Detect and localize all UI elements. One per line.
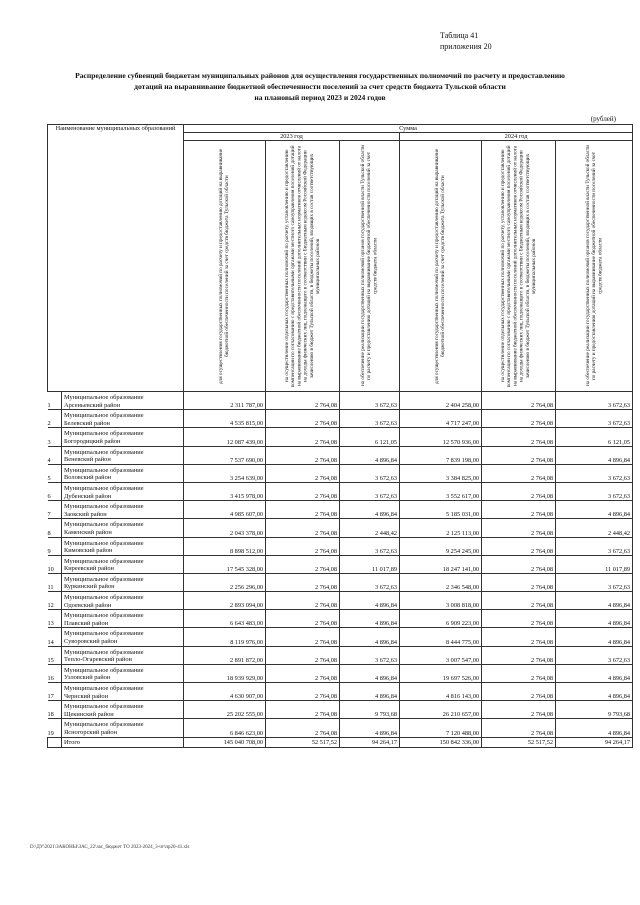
municipality-name: Муниципальное образование Кимовский район xyxy=(62,537,184,555)
amount-cell: 2 764,08 xyxy=(482,664,556,682)
amount-cell: 2 764,08 xyxy=(266,701,340,719)
amount-cell: 2 256 296,00 xyxy=(184,573,266,591)
amount-cell: 11 017,89 xyxy=(556,555,633,573)
amount-cell: 4 896,84 xyxy=(340,610,400,628)
title-line-2: дотаций на выравнивание бюджетной обеспеченности поселений за счет средств бюджета Тульской области xyxy=(134,82,506,91)
header-municipality: Наименование муниципальных образований xyxy=(48,125,184,392)
amount-cell: 2 764,08 xyxy=(266,628,340,646)
row-number: 4 xyxy=(48,446,62,464)
amount-cell: 2 764,08 xyxy=(482,555,556,573)
header-year-2024: 2024 год xyxy=(400,133,633,141)
row-number: 15 xyxy=(48,646,62,664)
table-row xyxy=(48,664,633,682)
municipality-name: Муниципальное образование Одоевский район xyxy=(62,592,184,610)
amount-cell: 3 672,63 xyxy=(556,464,633,482)
municipality-name: Муниципальное образование Чернский район xyxy=(62,683,184,701)
title-line-3: на плановый период 2023 и 2024 годов xyxy=(254,93,386,102)
table-row xyxy=(48,555,633,573)
amount-cell: 2 346 548,00 xyxy=(400,573,482,591)
amount-cell: 2 764,08 xyxy=(266,501,340,519)
amount-cell: 2 764,08 xyxy=(266,446,340,464)
amount-cell: 3 672,63 xyxy=(340,392,400,410)
amount-cell: 4 816 143,00 xyxy=(400,683,482,701)
amount-cell: 2 764,08 xyxy=(266,410,340,428)
amount-cell: 2 764,08 xyxy=(482,410,556,428)
file-path-footer: D:\ДУ\2021\ЗАКОНЫ\ЗАС_22\зас_бюджет ТО 2023-2024_3-чт\пр20-41.xls xyxy=(30,845,190,850)
amount-cell: 2 764,08 xyxy=(482,428,556,446)
table-row xyxy=(48,446,633,464)
amount-cell: 4 630 907,00 xyxy=(184,683,266,701)
title-line-1: Распределение субвенций бюджетам муниципальных районов для осуществления государственных полномочий по расчету и предоставлению xyxy=(75,71,565,80)
row-number: 12 xyxy=(48,592,62,610)
row-number: 1 xyxy=(48,392,62,410)
amount-cell: 2 764,08 xyxy=(482,628,556,646)
amount-cell: 3 672,63 xyxy=(556,646,633,664)
municipality-name: Муниципальное образование Арсеньевский район xyxy=(62,392,184,410)
table-row xyxy=(48,719,633,737)
amount-cell: 8 119 976,00 xyxy=(184,628,266,646)
subsidy-table xyxy=(47,124,633,748)
subheader-2024-dotations: для осуществления государственных полномочий по расчету и предоставлению дотаций на выравнивание бюджетной обеспеченности поселений за счет средств бюджета Тульской области xyxy=(400,141,482,392)
table-row xyxy=(48,628,633,646)
amount-cell: 4 985 607,00 xyxy=(184,501,266,519)
amount-cell: 6 121,05 xyxy=(340,428,400,446)
amount-cell: 3 672,63 xyxy=(556,392,633,410)
row-number: 8 xyxy=(48,519,62,537)
amount-cell: 11 017,89 xyxy=(340,555,400,573)
amount-cell: 2 764,08 xyxy=(482,537,556,555)
amount-cell: 2 764,08 xyxy=(266,464,340,482)
amount-cell: 2 891 872,00 xyxy=(184,646,266,664)
total-amount-cell: 52 517,52 xyxy=(482,737,556,747)
amount-cell: 3 672,63 xyxy=(340,537,400,555)
amount-cell: 8 898 512,00 xyxy=(184,537,266,555)
municipality-name: Муниципальное образование Куркинский район xyxy=(62,573,184,591)
amount-cell: 2 893 094,00 xyxy=(184,592,266,610)
table-row xyxy=(48,482,633,500)
amount-cell: 2 764,08 xyxy=(266,664,340,682)
amount-cell: 6 909 223,00 xyxy=(400,610,482,628)
amount-cell: 9 793,68 xyxy=(340,701,400,719)
amount-cell: 2 764,08 xyxy=(482,683,556,701)
municipality-name: Муниципальное образование Узловский район xyxy=(62,664,184,682)
amount-cell: 3 672,63 xyxy=(340,410,400,428)
amount-cell: 4 896,84 xyxy=(340,664,400,682)
row-number: 18 xyxy=(48,701,62,719)
amount-cell: 2 404 258,00 xyxy=(400,392,482,410)
total-row xyxy=(48,737,633,747)
amount-cell: 3 415 978,00 xyxy=(184,482,266,500)
amount-cell: 2 764,08 xyxy=(266,646,340,664)
row-number: 7 xyxy=(48,501,62,519)
table-row xyxy=(48,501,633,519)
amount-cell: 4 896,84 xyxy=(556,610,633,628)
amount-cell: 2 764,08 xyxy=(482,573,556,591)
amount-cell: 2 125 113,00 xyxy=(400,519,482,537)
amount-cell: 3 672,63 xyxy=(340,573,400,591)
municipality-name: Муниципальное образование Плавский район xyxy=(62,610,184,628)
table-row xyxy=(48,683,633,701)
table-row xyxy=(48,646,633,664)
amount-cell: 7 120 488,00 xyxy=(400,719,482,737)
amount-cell: 6 643 483,00 xyxy=(184,610,266,628)
amount-cell: 2 764,08 xyxy=(482,592,556,610)
subheader-2024-administration: на обеспечение реализации государственных полномочий органов государственной власти Тульской области по расчету и предоставлению дотаций на выравнивание бюджетной обеспеченности поселений за счет средств бюджета области xyxy=(556,141,633,392)
amount-cell: 2 764,08 xyxy=(482,646,556,664)
total-amount-cell: 94 264,17 xyxy=(340,737,400,747)
amount-cell: 3 672,63 xyxy=(556,410,633,428)
amount-cell: 2 764,08 xyxy=(266,428,340,446)
amount-cell: 2 764,08 xyxy=(482,501,556,519)
amount-cell: 3 007 547,00 xyxy=(400,646,482,664)
municipality-name: Муниципальное образование Дубенский район xyxy=(62,482,184,500)
amount-cell: 2 448,42 xyxy=(556,519,633,537)
subheader-2023-compensation: на осуществление отдельных государственных полномочий по расчету, установлению и предоставлению компенсации по согласованию с представительными органами местного самоуправления поселений дотаций на выравнивание бюджетной обеспеченности поселений дополнительных нормативов отчислений от налога на доходы физических лиц, подлежащего в соответствии с Бюджетным кодексом Российской Федерации зачислению в бюджет Тульской области, в бюджеты поселений, входящих в состав соответствующих муниципальных районов xyxy=(266,141,340,392)
amount-cell: 3 672,63 xyxy=(340,464,400,482)
amount-cell: 2 043 378,00 xyxy=(184,519,266,537)
amount-cell: 4 896,84 xyxy=(340,628,400,646)
amount-cell: 2 764,08 xyxy=(482,464,556,482)
municipality-name: Муниципальное образование Богородицкий район xyxy=(62,428,184,446)
appendix-number: приложения 20 xyxy=(440,42,492,51)
municipality-name: Муниципальное образование Веневский район xyxy=(62,446,184,464)
amount-cell: 19 697 526,00 xyxy=(400,664,482,682)
amount-cell: 3 254 639,00 xyxy=(184,464,266,482)
amount-cell: 2 764,08 xyxy=(266,482,340,500)
row-number: 2 xyxy=(48,410,62,428)
municipality-name: Муниципальное образование Ясногорский район xyxy=(62,719,184,737)
municipality-name: Муниципальное образование Тепло-Огаревский район xyxy=(62,646,184,664)
total-label: Итого xyxy=(62,737,184,747)
amount-cell: 3 672,63 xyxy=(556,537,633,555)
municipality-name: Муниципальное образование Киреевский район xyxy=(62,555,184,573)
municipality-name: Муниципальное образование Воловский район xyxy=(62,464,184,482)
amount-cell: 2 764,08 xyxy=(266,573,340,591)
subheader-2024-compensation: на осуществление отдельных государственных полномочий по расчету, установлению и предоставлению компенсации по согласованию с представительными органами местного самоуправления поселений дотаций на выравнивание бюджетной обеспеченности поселений дополнительных нормативов отчислений от налога на доходы физических лиц, подлежащего в соответствии с Бюджетным кодексом Российской Федерации зачислению в бюджет Тульской области, в бюджеты поселений, входящих в состав соответствующих муниципальных районов xyxy=(482,141,556,392)
amount-cell: 3 672,63 xyxy=(340,646,400,664)
amount-cell: 6 121,05 xyxy=(556,428,633,446)
amount-cell: 12 087 439,00 xyxy=(184,428,266,446)
amount-cell: 2 764,08 xyxy=(266,683,340,701)
amount-cell: 26 210 657,00 xyxy=(400,701,482,719)
row-number: 3 xyxy=(48,428,62,446)
amount-cell: 2 764,08 xyxy=(266,719,340,737)
amount-cell: 4 896,84 xyxy=(556,446,633,464)
table-row xyxy=(48,464,633,482)
amount-cell: 2 764,08 xyxy=(482,482,556,500)
amount-cell: 4 896,84 xyxy=(556,683,633,701)
table-number: Таблица 41 xyxy=(440,31,479,40)
amount-cell: 2 764,08 xyxy=(266,392,340,410)
amount-cell: 3 672,63 xyxy=(556,482,633,500)
amount-cell: 2 764,08 xyxy=(482,719,556,737)
amount-cell: 5 185 031,00 xyxy=(400,501,482,519)
amount-cell: 3 384 825,00 xyxy=(400,464,482,482)
total-amount-cell: 145 040 708,00 xyxy=(184,737,266,747)
amount-cell: 4 535 815,00 xyxy=(184,410,266,428)
amount-cell: 4 896,84 xyxy=(340,592,400,610)
row-number: 13 xyxy=(48,610,62,628)
municipality-name: Муниципальное образование Каменский район xyxy=(62,519,184,537)
amount-cell: 6 846 623,00 xyxy=(184,719,266,737)
amount-cell: 4 896,84 xyxy=(340,683,400,701)
amount-cell: 25 202 555,00 xyxy=(184,701,266,719)
municipality-name: Муниципальное образование Белевский район xyxy=(62,410,184,428)
amount-cell: 18 939 929,00 xyxy=(184,664,266,682)
table-row xyxy=(48,573,633,591)
table-reference xyxy=(440,30,492,52)
amount-cell: 4 896,84 xyxy=(556,664,633,682)
table-row xyxy=(48,610,633,628)
row-number: 14 xyxy=(48,628,62,646)
amount-cell: 17 545 328,00 xyxy=(184,555,266,573)
amount-cell: 2 764,08 xyxy=(266,555,340,573)
document-title xyxy=(40,70,600,103)
table-row xyxy=(48,701,633,719)
amount-cell: 9 254 245,00 xyxy=(400,537,482,555)
municipality-name: Муниципальное образование Суворовский район xyxy=(62,628,184,646)
subheader-2023-administration: на обеспечение реализации государственных полномочий органов государственной власти Тульской области по расчету и предоставлению дотаций на выравнивание бюджетной обеспеченности поселений за счет средств бюджета области xyxy=(340,141,400,392)
municipality-name: Муниципальное образование Щекинский район xyxy=(62,701,184,719)
amount-cell: 4 896,84 xyxy=(556,719,633,737)
amount-cell: 4 896,84 xyxy=(340,719,400,737)
amount-cell: 2 764,08 xyxy=(266,610,340,628)
amount-cell: 7 839 198,00 xyxy=(400,446,482,464)
row-number: 10 xyxy=(48,555,62,573)
table-row xyxy=(48,392,633,410)
amount-cell: 12 570 936,00 xyxy=(400,428,482,446)
amount-cell: 4 896,84 xyxy=(340,501,400,519)
row-number xyxy=(48,737,62,747)
row-number: 17 xyxy=(48,683,62,701)
total-amount-cell: 52 517,52 xyxy=(266,737,340,747)
row-number: 16 xyxy=(48,664,62,682)
row-number: 19 xyxy=(48,719,62,737)
header-year-2023: 2023 год xyxy=(184,133,400,141)
municipality-name: Муниципальное образование Заокский район xyxy=(62,501,184,519)
table-row xyxy=(48,537,633,555)
table-row xyxy=(48,410,633,428)
amount-cell: 4 896,84 xyxy=(556,592,633,610)
amount-cell: 4 896,84 xyxy=(340,446,400,464)
table-row xyxy=(48,428,633,446)
row-number: 6 xyxy=(48,482,62,500)
amount-cell: 9 793,68 xyxy=(556,701,633,719)
amount-cell: 2 764,08 xyxy=(266,537,340,555)
row-number: 11 xyxy=(48,573,62,591)
amount-cell: 3 008 818,00 xyxy=(400,592,482,610)
amount-cell: 2 764,08 xyxy=(482,701,556,719)
amount-cell: 4 896,84 xyxy=(556,628,633,646)
amount-cell: 18 247 141,00 xyxy=(400,555,482,573)
amount-cell: 4 896,84 xyxy=(556,501,633,519)
amount-cell: 4 717 247,00 xyxy=(400,410,482,428)
header-sum: Сумма xyxy=(184,125,633,133)
table-row xyxy=(48,592,633,610)
amount-cell: 3 672,63 xyxy=(556,573,633,591)
total-amount-cell: 94 264,17 xyxy=(556,737,633,747)
row-number: 5 xyxy=(48,464,62,482)
table-row xyxy=(48,519,633,537)
amount-cell: 2 764,08 xyxy=(482,610,556,628)
amount-cell: 2 764,08 xyxy=(266,592,340,610)
amount-cell: 2 311 787,00 xyxy=(184,392,266,410)
subheader-2023-dotations: для осуществления государственных полномочий по расчету и предоставлению дотаций на выравнивание бюджетной обеспеченности поселений за счет средств бюджета Тульской области xyxy=(184,141,266,392)
amount-cell: 2 764,08 xyxy=(482,519,556,537)
total-amount-cell: 150 842 336,00 xyxy=(400,737,482,747)
amount-cell: 2 764,08 xyxy=(482,392,556,410)
amount-cell: 2 764,08 xyxy=(482,446,556,464)
amount-cell: 7 537 690,00 xyxy=(184,446,266,464)
amount-cell: 3 552 617,00 xyxy=(400,482,482,500)
amount-cell: 3 672,63 xyxy=(340,482,400,500)
row-number: 9 xyxy=(48,537,62,555)
unit-label: (рублей) xyxy=(590,115,616,123)
amount-cell: 2 764,08 xyxy=(266,519,340,537)
amount-cell: 8 444 775,00 xyxy=(400,628,482,646)
amount-cell: 2 448,42 xyxy=(340,519,400,537)
